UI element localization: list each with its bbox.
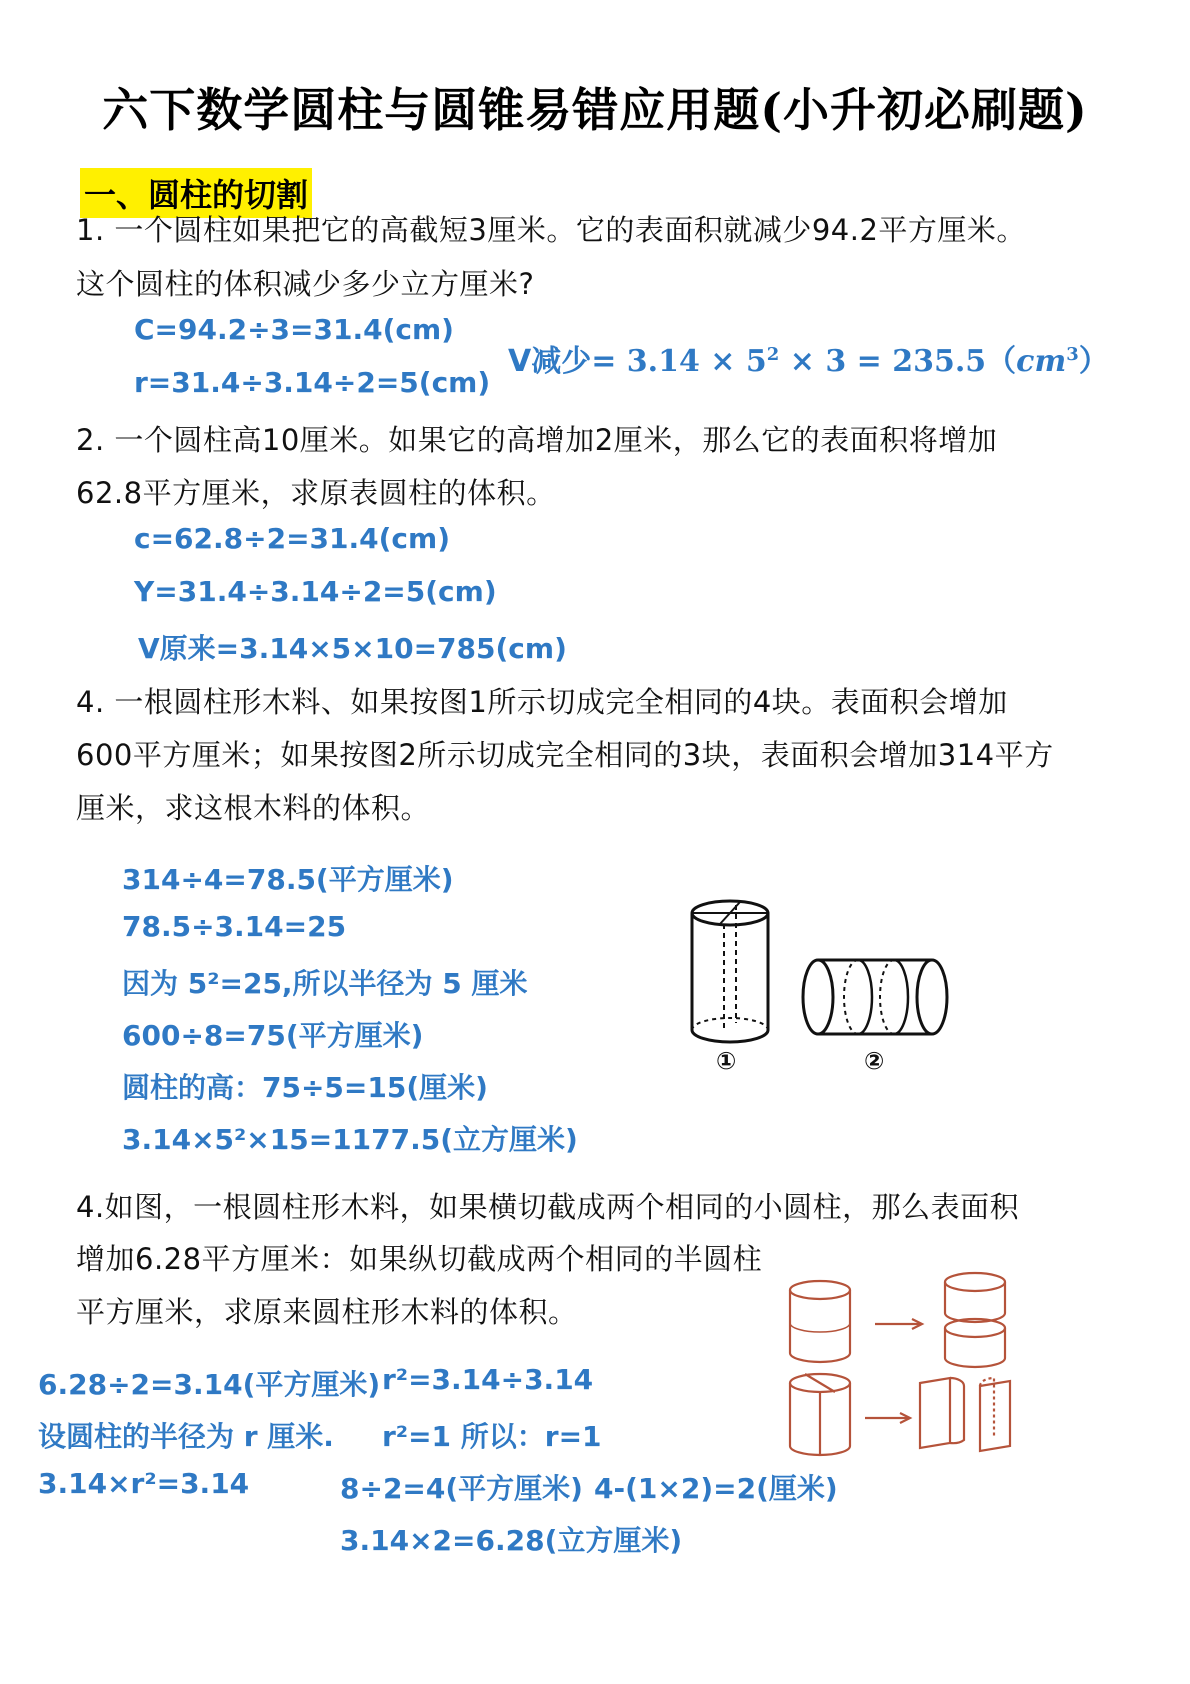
answer-4b-step-2: 设圆柱的半径为 r 厘米.	[38, 1420, 334, 1453]
formula-mid: = 3.14 × 5	[591, 344, 767, 379]
question-1-line-1: 1. 一个圆柱如果把它的高截短3厘米。它的表面积就减少94.2平方厘米。	[76, 213, 1026, 247]
page-title: 六下数学圆柱与圆锥易错应用题(小升初必刷题)	[102, 83, 1088, 137]
section-heading: 一、圆柱的切割	[80, 168, 312, 218]
answer-4b-step-3c: 4-(1×2)=2(厘米)	[594, 1472, 838, 1505]
answer-4b-step-4: 3.14×2=6.28(立方厘米)	[340, 1524, 683, 1557]
formula-close: ）	[1078, 344, 1109, 379]
cut-cylinder-sketch	[780, 1268, 1020, 1468]
formula-lead: V减少	[508, 344, 592, 379]
question-4b-line-3: 平方厘米，求原来圆柱形木料的体积。	[76, 1295, 578, 1329]
answer-2-step-2: Y=31.4÷3.14÷2=5(cm)	[134, 575, 497, 608]
answer-4b-step-3b: 8÷2=4(平方厘米)	[340, 1472, 583, 1505]
answer-4a-step-3: 因为 5²=25,所以半径为 5 厘米	[122, 967, 528, 1000]
question-4b-line-1: 4.如图，一根圆柱形木料，如果横切截成两个相同的小圆柱，那么表面积	[76, 1190, 1020, 1224]
answer-4b-step-1: 6.28÷2=3.14(平方厘米)	[38, 1368, 381, 1401]
figure-1-label: ①	[716, 1047, 737, 1075]
answer-1-formula	[508, 336, 1109, 380]
answer-1-step-1: C=94.2÷3=31.4(cm)	[134, 313, 454, 346]
question-2-line-2: 62.8平方厘米，求原表圆柱的体积。	[76, 476, 556, 510]
answer-2-step-3: V原来=3.14×5×10=785(cm)	[138, 632, 567, 665]
answer-2-step-1: c=62.8÷2=31.4(cm)	[134, 522, 450, 555]
formula-tail: × 3 = 235.5（	[779, 344, 1017, 379]
answer-1-step-2: r=31.4÷3.14÷2=5(cm)	[134, 366, 491, 399]
formula-exponent-2: 3	[1066, 344, 1079, 365]
answer-4b-step-1b: r²=3.14÷3.14	[382, 1363, 594, 1396]
answer-4a-step-5: 圆柱的高：75÷5=15(厘米)	[122, 1071, 488, 1104]
answer-4a-step-4: 600÷8=75(平方厘米)	[122, 1019, 424, 1052]
question-2-line-1: 2. 一个圆柱高10厘米。如果它的高增加2厘米，那么它的表面积将增加	[76, 423, 998, 457]
formula-exponent-1: 2	[766, 344, 780, 365]
figure-2-label: ②	[864, 1047, 885, 1075]
question-4a-line-2: 600平方厘米；如果按图2所示切成完全相同的3块，表面积会增加314平方	[76, 738, 1054, 772]
answer-4b-step-3: 3.14×r²=3.14	[38, 1467, 250, 1500]
question-4a-line-1: 4. 一根圆柱形木料、如果按图1所示切成完全相同的4块。表面积会增加	[76, 685, 1008, 719]
figure-1-vertical-cylinder	[680, 895, 780, 1055]
formula-unit: cm	[1016, 344, 1067, 379]
answer-4b-step-2b: r²=1 所以：r=1	[382, 1420, 602, 1453]
question-1-line-2: 这个圆柱的体积减少多少立方厘米?	[76, 267, 535, 301]
answer-4a-step-6: 3.14×5²×15=1177.5(立方厘米)	[122, 1123, 578, 1156]
question-4b-line-2: 增加6.28平方厘米：如果纵切截成两个相同的半圆柱	[76, 1242, 763, 1276]
answer-4a-step-2: 78.5÷3.14=25	[122, 910, 347, 943]
figure-2-horizontal-cylinder	[798, 955, 952, 1045]
answer-4a-step-1: 314÷4=78.5(平方厘米)	[122, 863, 454, 896]
question-4a-line-3: 厘米，求这根木料的体积。	[76, 791, 431, 825]
